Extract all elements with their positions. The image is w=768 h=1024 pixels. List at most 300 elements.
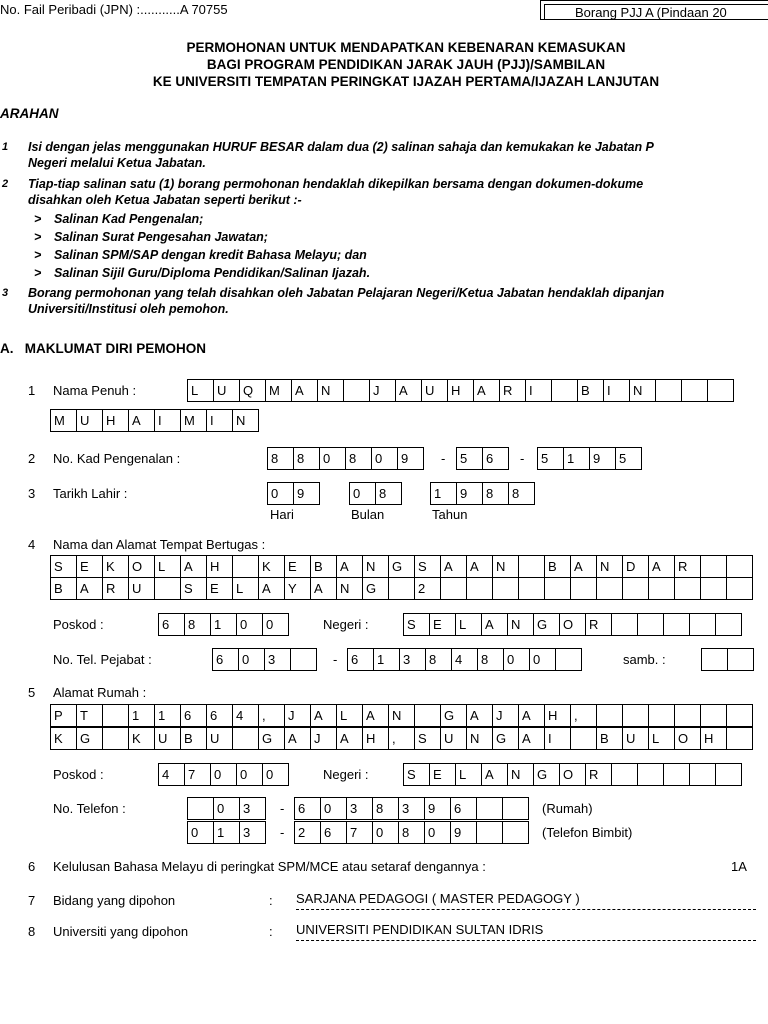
char-box[interactable]: E xyxy=(206,577,233,600)
char-box[interactable]: 5 xyxy=(615,447,642,470)
char-box[interactable]: G xyxy=(76,727,103,750)
home-phone-label: (Rumah) xyxy=(542,801,593,816)
home-state[interactable] xyxy=(403,763,742,786)
char-box[interactable]: N xyxy=(507,613,534,636)
char-box[interactable]: 9 xyxy=(450,821,477,844)
char-box[interactable]: 3 xyxy=(398,797,425,820)
char-box[interactable] xyxy=(701,648,728,671)
char-box[interactable]: A xyxy=(466,704,493,727)
char-box[interactable]: 2 xyxy=(414,577,441,600)
char-box[interactable]: O xyxy=(674,727,701,750)
char-box[interactable]: 0 xyxy=(236,613,263,636)
char-box[interactable]: A xyxy=(518,704,545,727)
char-box[interactable]: O xyxy=(559,613,586,636)
char-box[interactable]: D xyxy=(622,555,649,578)
char-box[interactable] xyxy=(102,704,129,727)
char-box[interactable]: 0 xyxy=(267,482,294,505)
instruction-number: 2 xyxy=(2,178,9,190)
char-box[interactable]: 6 xyxy=(450,797,477,820)
char-box[interactable]: G xyxy=(388,555,415,578)
char-box[interactable]: B xyxy=(180,727,207,750)
char-box[interactable]: 0 xyxy=(503,648,530,671)
field-applied-colon: : xyxy=(269,893,273,908)
char-box[interactable]: K xyxy=(102,555,129,578)
char-box[interactable] xyxy=(681,379,708,402)
university-applied-value[interactable]: UNIVERSITI PENDIDIKAN SULTAN IDRIS xyxy=(296,922,756,941)
char-box[interactable]: 8 xyxy=(477,648,504,671)
char-box[interactable] xyxy=(726,577,753,600)
char-box[interactable]: 3 xyxy=(264,648,291,671)
char-box[interactable]: N xyxy=(596,555,623,578)
char-box[interactable]: 9 xyxy=(397,447,424,470)
workplace-postcode[interactable] xyxy=(158,613,289,636)
day-label: Hari xyxy=(270,507,294,522)
char-box[interactable]: R xyxy=(499,379,526,402)
home-address-row-1[interactable] xyxy=(50,704,753,727)
char-box[interactable]: 6 xyxy=(347,648,374,671)
ic-number-part-3[interactable] xyxy=(537,447,642,470)
char-box[interactable]: S xyxy=(180,577,207,600)
char-box[interactable]: B xyxy=(50,577,77,600)
char-box[interactable]: B xyxy=(544,555,571,578)
ic-number-part-2[interactable] xyxy=(456,447,509,470)
char-box[interactable]: A xyxy=(440,555,467,578)
char-box[interactable]: 7 xyxy=(346,821,373,844)
char-box[interactable]: H xyxy=(102,409,129,432)
char-box[interactable]: 8 xyxy=(372,797,399,820)
char-box[interactable]: 1 xyxy=(563,447,590,470)
char-box[interactable]: R xyxy=(585,613,612,636)
char-box[interactable]: N xyxy=(336,577,363,600)
char-box[interactable]: I xyxy=(206,409,233,432)
char-box[interactable]: A xyxy=(570,555,597,578)
char-box[interactable] xyxy=(466,577,493,600)
char-box[interactable] xyxy=(388,577,415,600)
char-box[interactable]: E xyxy=(429,613,456,636)
char-box[interactable]: 2 xyxy=(294,821,321,844)
char-box[interactable]: 6 xyxy=(294,797,321,820)
char-box[interactable]: 3 xyxy=(239,821,266,844)
char-box[interactable]: 6 xyxy=(212,648,239,671)
char-box[interactable]: A xyxy=(336,555,363,578)
char-box[interactable]: A xyxy=(284,727,311,750)
char-box[interactable]: M xyxy=(50,409,77,432)
char-box[interactable]: 5 xyxy=(456,447,483,470)
char-box[interactable]: G xyxy=(440,704,467,727)
char-box[interactable]: 4 xyxy=(158,763,185,786)
char-box[interactable] xyxy=(187,797,214,820)
char-box[interactable]: 3 xyxy=(399,648,426,671)
char-box[interactable] xyxy=(700,555,727,578)
form-code-box xyxy=(540,0,768,20)
char-box[interactable]: 1 xyxy=(373,648,400,671)
char-box[interactable]: N xyxy=(362,555,389,578)
home-postcode[interactable] xyxy=(158,763,289,786)
bullet-marker: > xyxy=(34,230,42,244)
char-box[interactable] xyxy=(570,727,597,750)
malay-language-label: Kelulusan Bahasa Melayu di peringkat SPM/MCE atau setaraf dengannya : xyxy=(53,859,486,874)
char-box[interactable]: L xyxy=(187,379,214,402)
char-box[interactable]: A xyxy=(362,704,389,727)
full-name-row-2[interactable] xyxy=(50,409,259,432)
office-phone-area[interactable] xyxy=(212,648,317,671)
char-box[interactable]: B xyxy=(310,555,337,578)
char-box[interactable]: 8 xyxy=(184,613,211,636)
birth-year[interactable] xyxy=(430,482,535,505)
char-box[interactable]: N xyxy=(317,379,344,402)
char-box[interactable]: Y xyxy=(284,577,311,600)
char-box[interactable]: J xyxy=(492,704,519,727)
char-box[interactable]: S xyxy=(50,555,77,578)
char-box[interactable]: H xyxy=(206,555,233,578)
char-box[interactable]: L xyxy=(455,763,482,786)
char-box[interactable] xyxy=(648,577,675,600)
char-box[interactable] xyxy=(544,577,571,600)
char-box[interactable]: 8 xyxy=(345,447,372,470)
workplace-row-1[interactable] xyxy=(50,555,753,578)
ic-number-part-1[interactable] xyxy=(267,447,424,470)
char-box[interactable] xyxy=(518,555,545,578)
char-box[interactable] xyxy=(414,704,441,727)
char-box[interactable]: 1 xyxy=(430,482,457,505)
char-box[interactable] xyxy=(726,727,753,750)
bullet-item: Salinan Sijil Guru/Diploma Pendidikan/Salinan Ijazah. xyxy=(54,266,371,280)
phone-dash: - xyxy=(280,801,285,816)
char-box[interactable]: 1 xyxy=(213,821,240,844)
char-box[interactable]: A xyxy=(291,379,318,402)
char-box[interactable]: A xyxy=(258,577,285,600)
char-box[interactable] xyxy=(596,704,623,727)
office-phone-number[interactable] xyxy=(347,648,582,671)
char-box[interactable]: E xyxy=(284,555,311,578)
workplace-label: Nama dan Alamat Tempat Bertugas : xyxy=(53,537,266,552)
full-name-label: Nama Penuh : xyxy=(53,383,137,398)
char-box[interactable]: 0 xyxy=(371,447,398,470)
char-box[interactable]: 6 xyxy=(158,613,185,636)
char-box[interactable]: 0 xyxy=(320,797,347,820)
instruction-3-line-1: Borang permohonan yang telah disahkan oleh Jabatan Pelajaran Negeri/Ketua Jabatan hendaklah dipanjan xyxy=(28,286,665,300)
char-box[interactable]: R xyxy=(102,577,129,600)
char-box[interactable]: N xyxy=(466,727,493,750)
birth-day[interactable] xyxy=(267,482,320,505)
char-box[interactable]: G xyxy=(492,727,519,750)
char-box[interactable]: A xyxy=(473,379,500,402)
char-box[interactable]: 9 xyxy=(589,447,616,470)
char-box[interactable]: A xyxy=(336,727,363,750)
char-box[interactable] xyxy=(637,763,664,786)
question-number: 1 xyxy=(28,383,36,398)
phone-dash: - xyxy=(333,652,338,667)
char-box[interactable]: A xyxy=(395,379,422,402)
mobile-phone-prefix[interactable] xyxy=(187,821,266,844)
university-applied-colon: : xyxy=(269,924,273,939)
char-box[interactable]: 6 xyxy=(180,704,207,727)
char-box[interactable]: B xyxy=(596,727,623,750)
char-box[interactable] xyxy=(476,797,503,820)
char-box[interactable]: 6 xyxy=(206,704,233,727)
char-box[interactable]: P xyxy=(50,704,77,727)
char-box[interactable]: I xyxy=(525,379,552,402)
char-box[interactable] xyxy=(555,648,582,671)
char-box[interactable]: G xyxy=(362,577,389,600)
char-box[interactable]: J xyxy=(369,379,396,402)
char-box[interactable]: 8 xyxy=(482,482,509,505)
char-box[interactable]: K xyxy=(50,727,77,750)
char-box[interactable]: L xyxy=(154,555,181,578)
char-box[interactable] xyxy=(440,577,467,600)
char-box[interactable]: G xyxy=(533,613,560,636)
extension-number[interactable] xyxy=(701,648,754,671)
char-box[interactable] xyxy=(663,763,690,786)
char-box[interactable]: J xyxy=(310,727,337,750)
char-box[interactable]: K xyxy=(128,727,155,750)
char-box[interactable] xyxy=(707,379,734,402)
char-box[interactable] xyxy=(674,577,701,600)
char-box[interactable]: E xyxy=(429,763,456,786)
char-box[interactable] xyxy=(492,577,519,600)
char-box[interactable]: I xyxy=(154,409,181,432)
char-box[interactable]: 0 xyxy=(262,763,289,786)
question-number: 6 xyxy=(28,859,36,874)
char-box[interactable]: A xyxy=(648,555,675,578)
char-box[interactable]: 8 xyxy=(398,821,425,844)
char-box[interactable]: L xyxy=(455,613,482,636)
ic-dash: - xyxy=(520,451,525,466)
char-box[interactable]: 4 xyxy=(451,648,478,671)
char-box[interactable]: 0 xyxy=(372,821,399,844)
char-box[interactable]: 1 xyxy=(154,704,181,727)
bullet-item: Salinan Kad Pengenalan; xyxy=(54,212,204,226)
instruction-2-line-1: Tiap-tiap salinan satu (1) borang permohonan hendaklah dikepilkan bersama dengan dokumen-dokume xyxy=(28,177,644,191)
char-box[interactable]: S xyxy=(414,555,441,578)
office-phone-label: No. Tel. Pejabat : xyxy=(53,652,152,667)
title-line-3: KE UNIVERSITI TEMPATAN PERINGKAT IJAZAH PERTAMA/IJAZAH LANJUTAN xyxy=(152,74,660,89)
char-box[interactable] xyxy=(622,704,649,727)
title-line-1: PERMOHONAN UNTUK MENDAPATKAN KEBENARAN KEMASUKAN xyxy=(186,40,626,55)
char-box[interactable]: 0 xyxy=(187,821,214,844)
char-box[interactable]: 8 xyxy=(293,447,320,470)
char-box[interactable] xyxy=(648,704,675,727)
char-box[interactable]: 5 xyxy=(537,447,564,470)
char-box[interactable] xyxy=(689,763,716,786)
char-box[interactable] xyxy=(551,379,578,402)
char-box[interactable]: G xyxy=(533,763,560,786)
mobile-phone-number[interactable] xyxy=(294,821,529,844)
char-box[interactable] xyxy=(154,577,181,600)
char-box[interactable]: H xyxy=(362,727,389,750)
instruction-1-line-1: Isi dengan jelas menggunakan HURUF BESAR dalam dua (2) salinan sahaja dan kemukakan ke Jabatan P xyxy=(28,140,654,154)
char-box[interactable] xyxy=(700,577,727,600)
char-box[interactable]: 0 xyxy=(262,613,289,636)
char-box[interactable] xyxy=(343,379,370,402)
char-box[interactable]: I xyxy=(544,727,571,750)
char-box[interactable]: 0 xyxy=(529,648,556,671)
char-box[interactable]: L xyxy=(648,727,675,750)
char-box[interactable] xyxy=(689,613,716,636)
char-box[interactable]: 0 xyxy=(238,648,265,671)
home-address-row-2[interactable] xyxy=(50,727,753,750)
char-box[interactable] xyxy=(674,704,701,727)
char-box[interactable]: G xyxy=(258,727,285,750)
field-applied-value[interactable]: SARJANA PEDAGOGI ( MASTER PEDAGOGY ) xyxy=(296,891,756,910)
char-box[interactable]: O xyxy=(128,555,155,578)
char-box[interactable]: U xyxy=(206,727,233,750)
char-box[interactable]: B xyxy=(577,379,604,402)
char-box[interactable]: S xyxy=(403,613,430,636)
char-box[interactable]: A xyxy=(466,555,493,578)
char-box[interactable]: , xyxy=(570,704,597,727)
char-box[interactable]: A xyxy=(76,577,103,600)
char-box[interactable]: U xyxy=(213,379,240,402)
char-box[interactable]: U xyxy=(76,409,103,432)
char-box[interactable]: 3 xyxy=(346,797,373,820)
char-box[interactable]: 0 xyxy=(210,763,237,786)
char-box[interactable]: 9 xyxy=(293,482,320,505)
workplace-postcode-label: Poskod : xyxy=(53,617,104,632)
char-box[interactable]: A xyxy=(310,704,337,727)
full-name-row-1[interactable] xyxy=(187,379,734,402)
phone-label: No. Telefon : xyxy=(53,801,126,816)
char-box[interactable]: E xyxy=(76,555,103,578)
char-box[interactable] xyxy=(232,727,259,750)
char-box[interactable]: A xyxy=(518,727,545,750)
char-box[interactable]: N xyxy=(388,704,415,727)
char-box[interactable]: 0 xyxy=(349,482,376,505)
char-box[interactable]: S xyxy=(403,763,430,786)
char-box[interactable]: A xyxy=(481,763,508,786)
char-box[interactable]: L xyxy=(336,704,363,727)
bullet-marker: > xyxy=(34,248,42,262)
char-box[interactable] xyxy=(476,821,503,844)
char-box[interactable] xyxy=(290,648,317,671)
char-box[interactable]: L xyxy=(232,577,259,600)
char-box[interactable]: 1 xyxy=(210,613,237,636)
char-box[interactable]: N xyxy=(492,555,519,578)
extension-label: samb. : xyxy=(623,652,666,667)
bullet-marker: > xyxy=(34,266,42,280)
instruction-number: 3 xyxy=(2,287,9,299)
mobile-phone-label: (Telefon Bimbit) xyxy=(542,825,633,840)
file-number: No. Fail Peribadi (JPN) :...........A 70755 xyxy=(0,2,228,17)
char-box[interactable]: , xyxy=(388,727,415,750)
char-box[interactable]: U xyxy=(622,727,649,750)
char-box[interactable]: M xyxy=(180,409,207,432)
char-box[interactable]: 6 xyxy=(320,821,347,844)
question-number: 3 xyxy=(28,486,36,501)
char-box[interactable] xyxy=(727,648,754,671)
char-box[interactable]: K xyxy=(258,555,285,578)
char-box[interactable]: S xyxy=(414,727,441,750)
char-box[interactable]: I xyxy=(603,379,630,402)
char-box[interactable]: 7 xyxy=(184,763,211,786)
char-box[interactable]: 9 xyxy=(424,797,451,820)
char-box[interactable]: U xyxy=(421,379,448,402)
char-box[interactable] xyxy=(502,797,529,820)
char-box[interactable] xyxy=(637,613,664,636)
char-box[interactable]: R xyxy=(674,555,701,578)
char-box[interactable]: U xyxy=(440,727,467,750)
char-box[interactable]: Q xyxy=(239,379,266,402)
char-box[interactable] xyxy=(622,577,649,600)
char-box[interactable]: J xyxy=(284,704,311,727)
char-box[interactable] xyxy=(518,577,545,600)
char-box[interactable] xyxy=(715,763,742,786)
char-box[interactable]: U xyxy=(128,577,155,600)
char-box[interactable]: , xyxy=(258,704,285,727)
char-box[interactable]: A xyxy=(128,409,155,432)
char-box[interactable]: 8 xyxy=(375,482,402,505)
char-box[interactable]: 1 xyxy=(128,704,155,727)
char-box[interactable]: 0 xyxy=(213,797,240,820)
char-box[interactable] xyxy=(655,379,682,402)
question-number: 5 xyxy=(28,685,36,700)
char-box[interactable]: 0 xyxy=(236,763,263,786)
char-box[interactable]: H xyxy=(544,704,571,727)
char-box[interactable] xyxy=(611,613,638,636)
char-box[interactable]: N xyxy=(507,763,534,786)
char-box[interactable] xyxy=(715,613,742,636)
char-box[interactable] xyxy=(663,613,690,636)
home-state-label: Negeri : xyxy=(323,767,369,782)
char-box[interactable]: 6 xyxy=(482,447,509,470)
char-box[interactable]: 8 xyxy=(508,482,535,505)
char-box[interactable]: 0 xyxy=(319,447,346,470)
char-box[interactable] xyxy=(611,763,638,786)
workplace-state[interactable] xyxy=(403,613,742,636)
char-box[interactable] xyxy=(102,727,129,750)
char-box[interactable]: M xyxy=(265,379,292,402)
char-box[interactable]: T xyxy=(76,704,103,727)
malay-language-grade: 1A xyxy=(731,859,747,874)
char-box[interactable] xyxy=(570,577,597,600)
char-box[interactable]: H xyxy=(447,379,474,402)
char-box[interactable]: H xyxy=(700,727,727,750)
char-box[interactable]: 8 xyxy=(267,447,294,470)
instruction-2-line-2: disahkan oleh Ketua Jabatan seperti berikut :- xyxy=(28,193,302,207)
char-box[interactable]: 4 xyxy=(232,704,259,727)
instruction-3-line-2: Universiti/Institusi oleh pemohon. xyxy=(28,302,229,316)
instruction-number: 1 xyxy=(2,141,9,153)
char-box[interactable]: U xyxy=(154,727,181,750)
char-box[interactable] xyxy=(726,704,753,727)
char-box[interactable]: O xyxy=(559,763,586,786)
char-box[interactable]: 8 xyxy=(425,648,452,671)
question-number: 8 xyxy=(28,924,36,939)
char-box[interactable] xyxy=(726,555,753,578)
field-applied-label: Bidang yang dipohon xyxy=(53,893,176,908)
workplace-row-2[interactable] xyxy=(50,577,753,600)
home-phone-number[interactable] xyxy=(294,797,529,820)
university-applied-label: Universiti yang dipohon xyxy=(53,924,189,939)
char-box[interactable] xyxy=(596,577,623,600)
arahan-heading: ARAHAN xyxy=(0,106,59,121)
char-box[interactable] xyxy=(502,821,529,844)
char-box[interactable]: 3 xyxy=(239,797,266,820)
char-box[interactable] xyxy=(700,704,727,727)
char-box[interactable]: R xyxy=(585,763,612,786)
char-box[interactable]: N xyxy=(232,409,259,432)
ic-number-label: No. Kad Pengenalan : xyxy=(53,451,181,466)
home-phone-area[interactable] xyxy=(187,797,266,820)
char-box[interactable]: A xyxy=(481,613,508,636)
char-box[interactable] xyxy=(232,555,259,578)
char-box[interactable]: 0 xyxy=(424,821,451,844)
char-box[interactable]: A xyxy=(180,555,207,578)
birth-month[interactable] xyxy=(349,482,402,505)
char-box[interactable]: A xyxy=(310,577,337,600)
char-box[interactable]: 9 xyxy=(456,482,483,505)
char-box[interactable]: N xyxy=(629,379,656,402)
